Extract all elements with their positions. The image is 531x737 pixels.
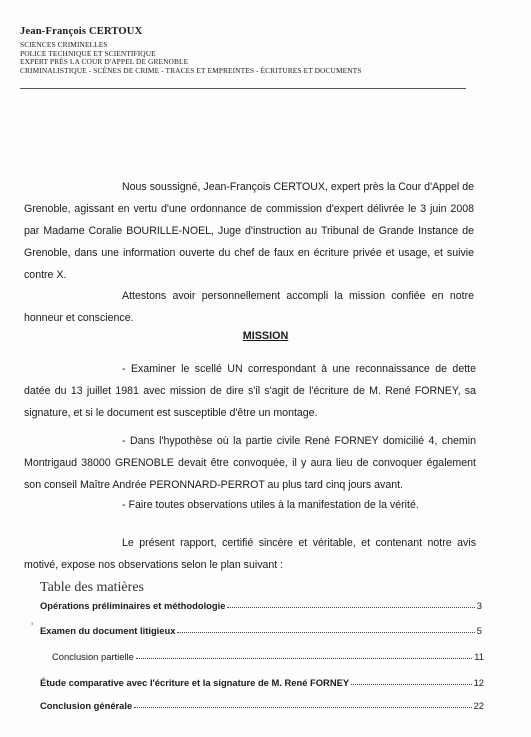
mission-heading: MISSION — [242, 330, 289, 342]
toc-leader-dots — [134, 707, 471, 708]
toc-entry-label: Examen du document litigieux — [40, 625, 176, 636]
toc-entry-label: Conclusion partielle — [52, 651, 134, 662]
toc-entry[interactable] — [40, 597, 482, 611]
letterhead-name: Jean-François CERTOUX — [20, 26, 143, 37]
toc-entry-page: 11 — [474, 651, 484, 662]
toc-entry-page: 22 — [473, 700, 484, 711]
toc-entry-page: 5 — [476, 625, 482, 636]
mission-item: - Examiner le scellé UN correspondant à une reconnaissance de dette datée du 13 juillet 1981 avec mission de dire s'il s'agit de l'écriture de M. René FORNEY, sa signature, et si le document est susceptible d'être un montage. — [24, 363, 476, 419]
toc-leader-dots — [227, 607, 474, 608]
letterhead-divider — [20, 88, 466, 89]
toc-leader-dots — [136, 658, 472, 659]
letterhead-line: SCIENCES CRIMINELLES — [20, 40, 108, 49]
toc-entry-label: Opérations préliminaires et méthodologie — [40, 600, 226, 611]
attest-paragraph: Attestons avoir personnellement accompli la mission confiée en notre honneur et conscience. — [24, 290, 474, 324]
scan-artifact-mark: ' — [31, 620, 34, 634]
toc-entry-page: 12 — [473, 677, 484, 688]
toc-entry[interactable] — [40, 697, 484, 711]
toc-entry-label: Conclusion générale — [40, 700, 133, 711]
letterhead-line: CRIMINALISTIQUE - SCÈNES DE CRIME - TRACES ET EMPREINTES - ÉCRITURES ET DOCUMENTS — [20, 65, 362, 75]
toc-title: Table des matières — [40, 580, 144, 595]
toc-entry[interactable] — [52, 648, 484, 662]
toc-leader-dots — [177, 632, 474, 633]
letterhead — [20, 26, 490, 75]
toc-entry[interactable] — [40, 622, 482, 636]
closing-paragraph: Le présent rapport, certifié sincère et véritable, et contenant notre avis motivé, expose nos observations selon le plan suivant : — [24, 537, 476, 571]
mission-item: - Dans l'hypothèse où la partie civile René FORNEY domicilié 4, chemin Montrigaud 38000 GRENOBLE devait être convoquée, il y aura lieu de convoquer également son conseil Maître Andrée PERONNARD-PERROT au plus tard cinq jours avant. — [24, 435, 476, 491]
toc-entry[interactable] — [40, 674, 484, 688]
toc-leader-dots — [351, 684, 471, 685]
intro-paragraph: Nous soussigné, Jean-François CERTOUX, expert près la Cour d'Appel de Grenoble, agissant en vertu d'une ordonnance de commission d'expert délivrée le 3 juin 2008 par Madame Coralie BOURILLE-NOEL, Juge d'instruction au Tribunal de Grande Instance de Grenoble, dans une information ouverte du chef de faux en écriture privée et usage, et suivie contre X. — [24, 181, 474, 281]
letterhead-line: POLICE TECHNIQUE ET SCIENTIFIQUE — [20, 48, 156, 58]
toc-entry-page: 3 — [476, 600, 482, 611]
mission-item: - Faire toutes observations utiles à la manifestation de la vérité. — [122, 499, 419, 511]
toc-entry-label: Étude comparative avec l'écriture et la signature de M. René FORNEY — [40, 677, 350, 688]
letterhead-line: EXPERT PRÈS LA COUR D'APPEL DE GRENOBLE — [20, 57, 189, 67]
